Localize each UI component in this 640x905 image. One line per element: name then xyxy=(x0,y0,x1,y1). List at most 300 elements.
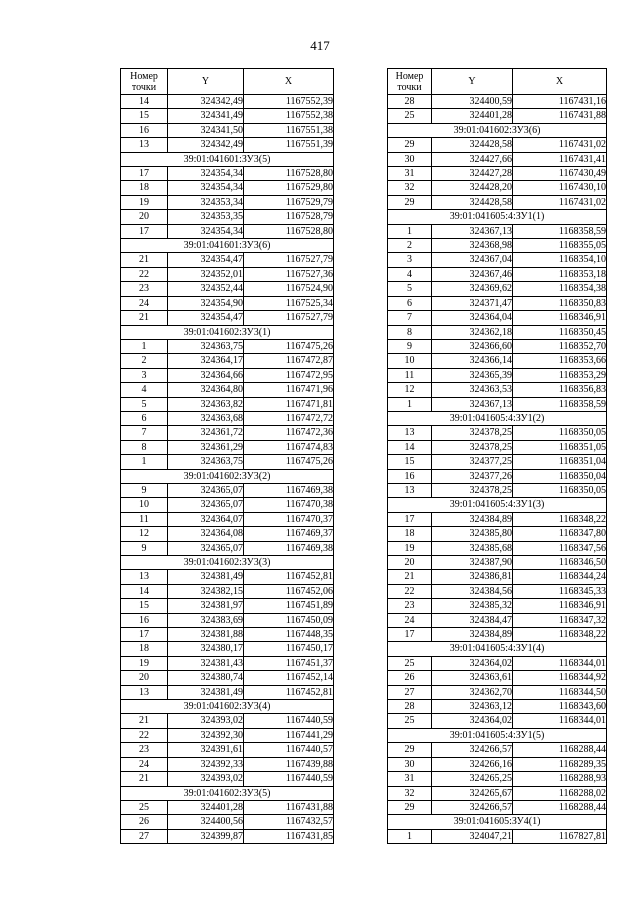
x-coordinate-cell: 1168350,04 xyxy=(513,469,607,483)
y-coordinate-cell: 324381,49 xyxy=(168,570,244,584)
y-coordinate-cell: 324364,17 xyxy=(168,354,244,368)
point-number-cell: 25 xyxy=(388,656,432,670)
x-coordinate-cell: 1168353,66 xyxy=(513,354,607,368)
y-coordinate-cell: 324363,68 xyxy=(168,411,244,425)
table-row xyxy=(388,599,607,613)
section-title: 39:01:041602:ЗУ3(1) xyxy=(121,325,334,339)
x-coordinate-cell: 1167529,79 xyxy=(244,195,334,209)
table-row xyxy=(388,282,607,296)
point-number-cell: 21 xyxy=(121,772,168,786)
x-coordinate-cell: 1167551,38 xyxy=(244,123,334,137)
x-coordinate-cell: 1168353,29 xyxy=(513,368,607,382)
header-y: Y xyxy=(432,69,513,95)
section-header-row xyxy=(388,123,607,137)
coordinates-table-right xyxy=(387,68,607,844)
x-coordinate-cell: 1167472,72 xyxy=(244,411,334,425)
table-row xyxy=(388,440,607,454)
table-row xyxy=(388,368,607,382)
x-coordinate-cell: 1168351,04 xyxy=(513,455,607,469)
x-coordinate-cell: 1167527,79 xyxy=(244,311,334,325)
y-coordinate-cell: 324353,35 xyxy=(168,210,244,224)
section-title: 39:01:041605:4:ЗУ1(1) xyxy=(388,210,607,224)
y-coordinate-cell: 324368,98 xyxy=(432,239,513,253)
x-coordinate-cell: 1167440,59 xyxy=(244,714,334,728)
section-header-row xyxy=(121,325,334,339)
y-coordinate-cell: 324365,07 xyxy=(168,541,244,555)
point-number-cell: 5 xyxy=(121,397,168,411)
point-number-cell: 30 xyxy=(388,757,432,771)
point-number-cell: 25 xyxy=(121,800,168,814)
header-x: X xyxy=(244,69,334,95)
table-row xyxy=(388,743,607,757)
y-coordinate-cell: 324342,49 xyxy=(168,138,244,152)
x-coordinate-cell: 1167527,36 xyxy=(244,267,334,281)
x-coordinate-cell: 1168344,24 xyxy=(513,570,607,584)
table-row xyxy=(121,743,334,757)
x-coordinate-cell: 1167529,80 xyxy=(244,181,334,195)
x-coordinate-cell: 1168346,91 xyxy=(513,311,607,325)
table-row xyxy=(121,628,334,642)
point-number-cell: 27 xyxy=(121,829,168,843)
point-number-cell: 4 xyxy=(388,267,432,281)
x-coordinate-cell: 1168288,93 xyxy=(513,772,607,786)
x-coordinate-cell: 1168288,02 xyxy=(513,786,607,800)
x-coordinate-cell: 1167475,26 xyxy=(244,339,334,353)
x-coordinate-cell: 1167440,57 xyxy=(244,743,334,757)
x-coordinate-cell: 1167439,88 xyxy=(244,757,334,771)
table-header-row xyxy=(388,69,607,95)
x-coordinate-cell: 1167470,37 xyxy=(244,512,334,526)
y-coordinate-cell: 324427,28 xyxy=(432,167,513,181)
table-row xyxy=(121,815,334,829)
header-point-number: Номер точки xyxy=(388,69,432,95)
y-coordinate-cell: 324361,29 xyxy=(168,440,244,454)
x-coordinate-cell: 1168352,70 xyxy=(513,339,607,353)
table-row xyxy=(388,95,607,109)
table-row xyxy=(388,455,607,469)
y-coordinate-cell: 324367,04 xyxy=(432,253,513,267)
point-number-cell: 23 xyxy=(121,743,168,757)
point-number-cell: 32 xyxy=(388,181,432,195)
table-row xyxy=(388,167,607,181)
y-coordinate-cell: 324363,53 xyxy=(432,383,513,397)
point-number-cell: 28 xyxy=(388,700,432,714)
table-row xyxy=(388,383,607,397)
x-coordinate-cell: 1167472,87 xyxy=(244,354,334,368)
x-coordinate-cell: 1167469,37 xyxy=(244,527,334,541)
table-row xyxy=(121,195,334,209)
x-coordinate-cell: 1168346,50 xyxy=(513,556,607,570)
y-coordinate-cell: 324363,75 xyxy=(168,455,244,469)
table-row xyxy=(121,411,334,425)
x-coordinate-cell: 1167827,81 xyxy=(513,829,607,843)
table-row xyxy=(121,109,334,123)
section-title: 39:01:041605:ЗУ4(1) xyxy=(388,815,607,829)
x-coordinate-cell: 1167431,85 xyxy=(244,829,334,843)
x-coordinate-cell: 1167452,14 xyxy=(244,671,334,685)
y-coordinate-cell: 324354,34 xyxy=(168,167,244,181)
point-number-cell: 13 xyxy=(121,138,168,152)
point-number-cell: 2 xyxy=(121,354,168,368)
x-coordinate-cell: 1168348,22 xyxy=(513,628,607,642)
x-coordinate-cell: 1167474,83 xyxy=(244,440,334,454)
y-coordinate-cell: 324381,49 xyxy=(168,685,244,699)
y-coordinate-cell: 324393,02 xyxy=(168,772,244,786)
table-row xyxy=(121,95,334,109)
point-number-cell: 16 xyxy=(121,613,168,627)
x-coordinate-cell: 1167475,26 xyxy=(244,455,334,469)
section-header-row xyxy=(121,469,334,483)
section-title: 39:01:041602:ЗУ3(2) xyxy=(121,469,334,483)
point-number-cell: 18 xyxy=(388,527,432,541)
x-coordinate-cell: 1167528,80 xyxy=(244,224,334,238)
point-number-cell: 31 xyxy=(388,167,432,181)
table-row xyxy=(121,714,334,728)
x-coordinate-cell: 1167431,88 xyxy=(513,109,607,123)
point-number-cell: 3 xyxy=(388,253,432,267)
table-row xyxy=(121,253,334,267)
point-number-cell: 17 xyxy=(121,224,168,238)
y-coordinate-cell: 324364,04 xyxy=(432,311,513,325)
table-row xyxy=(388,253,607,267)
y-coordinate-cell: 324365,07 xyxy=(168,483,244,497)
point-number-cell: 31 xyxy=(388,772,432,786)
y-coordinate-cell: 324354,34 xyxy=(168,224,244,238)
y-coordinate-cell: 324266,16 xyxy=(432,757,513,771)
x-coordinate-cell: 1167469,38 xyxy=(244,483,334,497)
x-coordinate-cell: 1167551,39 xyxy=(244,138,334,152)
y-coordinate-cell: 324363,12 xyxy=(432,700,513,714)
x-coordinate-cell: 1168355,05 xyxy=(513,239,607,253)
point-number-cell: 15 xyxy=(388,455,432,469)
point-number-cell: 7 xyxy=(388,311,432,325)
table-row xyxy=(388,397,607,411)
table-row xyxy=(121,498,334,512)
point-number-cell: 10 xyxy=(121,498,168,512)
table-row xyxy=(388,714,607,728)
point-number-cell: 25 xyxy=(388,109,432,123)
x-coordinate-cell: 1167470,38 xyxy=(244,498,334,512)
y-coordinate-cell: 324352,44 xyxy=(168,282,244,296)
table-row xyxy=(121,642,334,656)
y-coordinate-cell: 324364,08 xyxy=(168,527,244,541)
table-row xyxy=(388,829,607,843)
x-coordinate-cell: 1167527,79 xyxy=(244,253,334,267)
header-y: Y xyxy=(168,69,244,95)
y-coordinate-cell: 324354,34 xyxy=(168,181,244,195)
x-coordinate-cell: 1167448,35 xyxy=(244,628,334,642)
x-coordinate-cell: 1168344,50 xyxy=(513,685,607,699)
table-row xyxy=(388,685,607,699)
y-coordinate-cell: 324384,56 xyxy=(432,584,513,598)
x-coordinate-cell: 1167452,06 xyxy=(244,584,334,598)
point-number-cell: 17 xyxy=(121,628,168,642)
y-coordinate-cell: 324365,07 xyxy=(168,498,244,512)
header-x: X xyxy=(513,69,607,95)
y-coordinate-cell: 324352,01 xyxy=(168,267,244,281)
section-header-row xyxy=(388,498,607,512)
y-coordinate-cell: 324386,81 xyxy=(432,570,513,584)
table-row xyxy=(388,786,607,800)
y-coordinate-cell: 324367,13 xyxy=(432,397,513,411)
x-coordinate-cell: 1168358,59 xyxy=(513,397,607,411)
y-coordinate-cell: 324399,87 xyxy=(168,829,244,843)
y-coordinate-cell: 324371,47 xyxy=(432,296,513,310)
point-number-cell: 22 xyxy=(121,267,168,281)
table-row xyxy=(121,541,334,555)
x-coordinate-cell: 1167441,29 xyxy=(244,728,334,742)
table-row xyxy=(121,397,334,411)
table-row xyxy=(388,527,607,541)
point-number-cell: 18 xyxy=(121,181,168,195)
x-coordinate-cell: 1168343,60 xyxy=(513,700,607,714)
x-coordinate-cell: 1168346,91 xyxy=(513,599,607,613)
y-coordinate-cell: 324342,49 xyxy=(168,95,244,109)
y-coordinate-cell: 324377,26 xyxy=(432,469,513,483)
table-row xyxy=(121,527,334,541)
y-coordinate-cell: 324384,47 xyxy=(432,613,513,627)
y-coordinate-cell: 324380,17 xyxy=(168,642,244,656)
table-row xyxy=(121,339,334,353)
point-number-cell: 29 xyxy=(388,138,432,152)
x-coordinate-cell: 1167431,88 xyxy=(244,800,334,814)
table-row xyxy=(388,613,607,627)
y-coordinate-cell: 324393,02 xyxy=(168,714,244,728)
y-coordinate-cell: 324400,59 xyxy=(432,95,513,109)
section-title: 39:01:041601:ЗУ3(5) xyxy=(121,152,334,166)
y-coordinate-cell: 324365,39 xyxy=(432,368,513,382)
x-coordinate-cell: 1168351,05 xyxy=(513,440,607,454)
y-coordinate-cell: 324367,13 xyxy=(432,224,513,238)
header-point-number: Номер точки xyxy=(121,69,168,95)
point-number-cell: 29 xyxy=(388,800,432,814)
point-number-cell: 19 xyxy=(121,656,168,670)
x-coordinate-cell: 1168353,18 xyxy=(513,267,607,281)
table-row xyxy=(121,224,334,238)
point-number-cell: 27 xyxy=(388,685,432,699)
table-row xyxy=(121,483,334,497)
x-coordinate-cell: 1167451,37 xyxy=(244,656,334,670)
x-coordinate-cell: 1167431,16 xyxy=(513,95,607,109)
table-row xyxy=(121,123,334,137)
point-number-cell: 29 xyxy=(388,743,432,757)
table-row xyxy=(388,152,607,166)
point-number-cell: 16 xyxy=(121,123,168,137)
table-row xyxy=(121,138,334,152)
x-coordinate-cell: 1168347,32 xyxy=(513,613,607,627)
table-row xyxy=(121,383,334,397)
section-header-row xyxy=(388,815,607,829)
point-number-cell: 30 xyxy=(388,152,432,166)
x-coordinate-cell: 1168288,44 xyxy=(513,743,607,757)
point-number-cell: 24 xyxy=(388,613,432,627)
table-row xyxy=(121,728,334,742)
y-coordinate-cell: 324384,89 xyxy=(432,512,513,526)
section-title: 39:01:041605:4:ЗУ1(5) xyxy=(388,728,607,742)
section-header-row xyxy=(388,411,607,425)
y-coordinate-cell: 324354,90 xyxy=(168,296,244,310)
point-number-cell: 24 xyxy=(121,296,168,310)
y-coordinate-cell: 324362,70 xyxy=(432,685,513,699)
point-number-cell: 18 xyxy=(121,642,168,656)
table-row xyxy=(121,368,334,382)
point-number-cell: 4 xyxy=(121,383,168,397)
point-number-cell: 6 xyxy=(388,296,432,310)
y-coordinate-cell: 324378,25 xyxy=(432,483,513,497)
point-number-cell: 32 xyxy=(388,786,432,800)
table-row xyxy=(388,426,607,440)
y-coordinate-cell: 324266,57 xyxy=(432,743,513,757)
table-row xyxy=(388,628,607,642)
point-number-cell: 1 xyxy=(388,224,432,238)
point-number-cell: 24 xyxy=(121,757,168,771)
point-number-cell: 20 xyxy=(121,210,168,224)
point-number-cell: 2 xyxy=(388,239,432,253)
x-coordinate-cell: 1168344,92 xyxy=(513,671,607,685)
point-number-cell: 19 xyxy=(388,541,432,555)
x-coordinate-cell: 1167528,80 xyxy=(244,167,334,181)
point-number-cell: 12 xyxy=(388,383,432,397)
point-number-cell: 9 xyxy=(388,339,432,353)
y-coordinate-cell: 324383,69 xyxy=(168,613,244,627)
table-row xyxy=(388,584,607,598)
point-number-cell: 17 xyxy=(388,628,432,642)
x-coordinate-cell: 1168345,33 xyxy=(513,584,607,598)
table-row xyxy=(388,772,607,786)
section-header-row xyxy=(121,700,334,714)
y-coordinate-cell: 324385,80 xyxy=(432,527,513,541)
table-row xyxy=(121,599,334,613)
x-coordinate-cell: 1167440,59 xyxy=(244,772,334,786)
point-number-cell: 5 xyxy=(388,282,432,296)
table-row xyxy=(388,239,607,253)
y-coordinate-cell: 324363,61 xyxy=(432,671,513,685)
table-row xyxy=(121,685,334,699)
point-number-cell: 1 xyxy=(388,397,432,411)
section-title: 39:01:041605:4:ЗУ1(3) xyxy=(388,498,607,512)
table-row xyxy=(121,613,334,627)
table-row xyxy=(388,311,607,325)
y-coordinate-cell: 324401,28 xyxy=(432,109,513,123)
y-coordinate-cell: 324265,25 xyxy=(432,772,513,786)
section-title: 39:01:041602:ЗУ3(5) xyxy=(121,786,334,800)
table-row xyxy=(388,757,607,771)
x-coordinate-cell: 1167450,17 xyxy=(244,642,334,656)
point-number-cell: 19 xyxy=(121,195,168,209)
point-number-cell: 22 xyxy=(121,728,168,742)
y-coordinate-cell: 324362,18 xyxy=(432,325,513,339)
x-coordinate-cell: 1167450,09 xyxy=(244,613,334,627)
table-row xyxy=(388,224,607,238)
table-row xyxy=(388,181,607,195)
x-coordinate-cell: 1167524,90 xyxy=(244,282,334,296)
y-coordinate-cell: 324385,68 xyxy=(432,541,513,555)
point-number-cell: 22 xyxy=(388,584,432,598)
y-coordinate-cell: 324381,43 xyxy=(168,656,244,670)
x-coordinate-cell: 1168350,05 xyxy=(513,483,607,497)
x-coordinate-cell: 1167432,57 xyxy=(244,815,334,829)
x-coordinate-cell: 1168348,22 xyxy=(513,512,607,526)
point-number-cell: 14 xyxy=(121,584,168,598)
section-header-row xyxy=(121,556,334,570)
y-coordinate-cell: 324265,67 xyxy=(432,786,513,800)
x-coordinate-cell: 1167430,49 xyxy=(513,167,607,181)
y-coordinate-cell: 324366,14 xyxy=(432,354,513,368)
y-coordinate-cell: 324369,62 xyxy=(432,282,513,296)
y-coordinate-cell: 324341,49 xyxy=(168,109,244,123)
table-row xyxy=(388,138,607,152)
point-number-cell: 25 xyxy=(388,714,432,728)
x-coordinate-cell: 1167552,38 xyxy=(244,109,334,123)
x-coordinate-cell: 1167528,79 xyxy=(244,210,334,224)
y-coordinate-cell: 324378,25 xyxy=(432,440,513,454)
x-coordinate-cell: 1168350,83 xyxy=(513,296,607,310)
table-row xyxy=(388,800,607,814)
x-coordinate-cell: 1167431,02 xyxy=(513,195,607,209)
table-row xyxy=(121,800,334,814)
point-number-cell: 15 xyxy=(121,599,168,613)
table-row xyxy=(121,772,334,786)
table-row xyxy=(121,512,334,526)
section-header-row xyxy=(121,239,334,253)
section-header-row xyxy=(388,728,607,742)
table-row xyxy=(388,656,607,670)
point-number-cell: 21 xyxy=(388,570,432,584)
section-title: 39:01:041605:4:ЗУ1(2) xyxy=(388,411,607,425)
point-number-cell: 21 xyxy=(121,253,168,267)
point-number-cell: 15 xyxy=(121,109,168,123)
x-coordinate-cell: 1167469,38 xyxy=(244,541,334,555)
table-row xyxy=(121,311,334,325)
y-coordinate-cell: 324382,15 xyxy=(168,584,244,598)
x-coordinate-cell: 1168344,01 xyxy=(513,656,607,670)
y-coordinate-cell: 324364,80 xyxy=(168,383,244,397)
table-row xyxy=(121,829,334,843)
table-row xyxy=(121,440,334,454)
x-coordinate-cell: 1168356,83 xyxy=(513,383,607,397)
table-row xyxy=(121,282,334,296)
point-number-cell: 6 xyxy=(121,411,168,425)
y-coordinate-cell: 324378,25 xyxy=(432,426,513,440)
y-coordinate-cell: 324380,74 xyxy=(168,671,244,685)
x-coordinate-cell: 1167552,39 xyxy=(244,95,334,109)
table-row xyxy=(121,570,334,584)
point-number-cell: 21 xyxy=(121,311,168,325)
section-header-row xyxy=(388,642,607,656)
table-row xyxy=(388,541,607,555)
point-number-cell: 11 xyxy=(121,512,168,526)
x-coordinate-cell: 1167431,02 xyxy=(513,138,607,152)
table-row xyxy=(388,556,607,570)
section-title: 39:01:041602:ЗУ3(6) xyxy=(388,123,607,137)
point-number-cell: 14 xyxy=(121,95,168,109)
x-coordinate-cell: 1167525,34 xyxy=(244,296,334,310)
y-coordinate-cell: 324364,66 xyxy=(168,368,244,382)
table-row xyxy=(388,512,607,526)
y-coordinate-cell: 324047,21 xyxy=(432,829,513,843)
y-coordinate-cell: 324266,57 xyxy=(432,800,513,814)
table-row xyxy=(121,584,334,598)
table-row xyxy=(121,656,334,670)
y-coordinate-cell: 324361,72 xyxy=(168,426,244,440)
table-row xyxy=(388,469,607,483)
x-coordinate-cell: 1168289,35 xyxy=(513,757,607,771)
point-number-cell: 8 xyxy=(388,325,432,339)
x-coordinate-cell: 1167472,36 xyxy=(244,426,334,440)
y-coordinate-cell: 324392,30 xyxy=(168,728,244,742)
point-number-cell: 9 xyxy=(121,483,168,497)
y-coordinate-cell: 324364,07 xyxy=(168,512,244,526)
